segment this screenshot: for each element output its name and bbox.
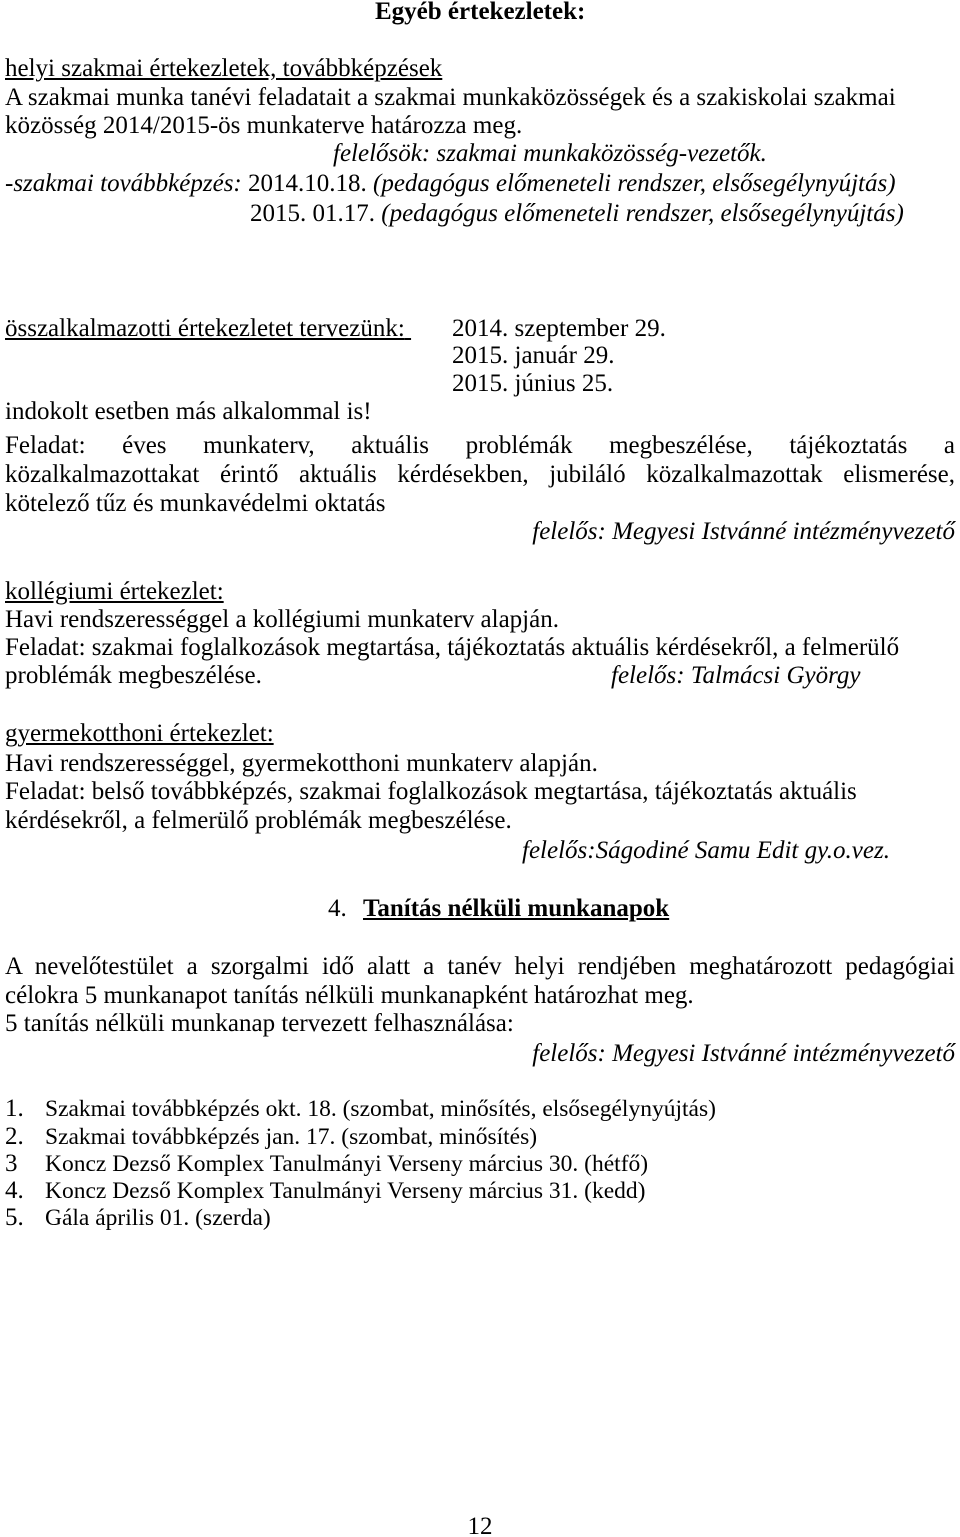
childrens-home-meeting-text-line: kérdésekről, a felmerülő problémák megbeszélése. [5,807,512,834]
training-note: (pedagógus előmeneteli rendszer, elsősegélynyújtás) [381,200,904,227]
childrens-home-meeting-title: gyermekotthoni értekezlet: [5,720,274,747]
page-number: 12 [467,1513,493,1537]
training-label: -szakmai továbbképzés: [5,170,242,197]
dormitory-meeting-text-line: problémák megbeszélése. [5,662,262,689]
dormitory-meeting-text-line: Feladat: szakmai foglalkozások megtartása, tájékoztatás aktuális kérdésekről, a felmerülő [5,634,900,661]
staff-meetings-task-line: közalkalmazottakat érintő aktuális kérdésekben, jubiláló közalkalmazottak elismerése, [5,461,955,488]
staff-meetings-task-line: Feladat: éves munkaterv, aktuális problémák megbeszélése, tájékoztatás a [5,432,955,459]
childrens-home-meeting-text-line: Havi rendszerességgel, gyermekotthoni munkaterv alapján. [5,750,598,777]
staff-meetings-responsible: felelős: Megyesi Istvánné intézményvezető [532,518,955,545]
section-title: Tanítás nélküli munkanapok [363,895,670,922]
list-item-number: 3 [5,1150,18,1177]
list-item [5,1095,716,1123]
training-line [250,200,904,228]
childrens-home-meeting-responsible: felelős:Ságodiné Samu Edit gy.o.vez. [522,837,890,864]
list-item [5,1177,646,1205]
section-text-line: célokra 5 munkanapot tanítás nélküli munkanapként határozhat meg. [5,982,694,1009]
list-item [5,1204,271,1232]
list-item-text: Koncz Dezső Komplex Tanulmányi Verseny március 30. (hétfő) [45,1151,649,1177]
childrens-home-meeting-text-line: Feladat: belső továbbképzés, szakmai foglalkozások megtartása, tájékoztatás aktuális [5,778,857,805]
list-item-number: 5. [5,1204,24,1231]
dormitory-meeting-responsible: felelős: Talmácsi György [611,662,861,689]
staff-meetings-note: indokolt esetben más alkalommal is! [5,398,372,425]
list-item [5,1123,537,1151]
staff-meeting-date: 2015. január 29. [452,342,615,369]
dormitory-meeting-text-line: Havi rendszerességgel a kollégiumi munkaterv alapján. [5,606,559,633]
local-meetings-title: helyi szakmai értekezletek, továbbképzések [5,55,443,82]
list-item-text: Szakmai továbbképzés jan. 17. (szombat, minősítés) [45,1124,538,1150]
staff-meeting-date: 2014. szeptember 29. [452,315,666,342]
staff-meeting-date: 2015. június 25. [452,370,614,397]
training-line [5,170,896,198]
local-meetings-text-line: A szakmai munka tanévi feladatait a szakmai munkaközösségek és a szakiskolai szakmai [5,84,896,111]
staff-meetings-title: összalkalmazotti értekezletet tervezünk: [5,315,405,342]
staff-meetings-task-line: kötelező tűz és munkavédelmi oktatás [5,490,386,517]
training-date: 2014.10.18. [248,170,367,197]
training-date: 2015. 01.17. [250,200,375,227]
local-meetings-text-line: közösség 2014/2015-ös munkaterve határozza meg. [5,112,523,139]
section-text-line: 5 tanítás nélküli munkanap tervezett felhasználása: [5,1010,514,1037]
list-item-number: 1. [5,1095,24,1122]
list-item-text: Gála április 01. (szerda) [45,1205,271,1231]
list-item [5,1150,648,1178]
list-item-text: Szakmai továbbképzés okt. 18. (szombat, minősítés, elsősegélynyújtás) [45,1096,716,1122]
section-number: 4. [328,895,347,922]
section-text-line: A nevelőtestület a szorgalmi idő alatt a tanév helyi rendjében meghatározott pedagógiai [5,953,955,980]
section-responsible: felelős: Megyesi Istvánné intézményvezető [532,1040,955,1067]
page-heading: Egyéb értekezletek: [375,0,586,25]
list-item-text: Koncz Dezső Komplex Tanulmányi Verseny március 31. (kedd) [45,1178,646,1204]
dormitory-meeting-title: kollégiumi értekezlet: [5,578,224,605]
training-note: (pedagógus előmeneteli rendszer, elsősegélynyújtás) [373,170,896,197]
list-item-number: 2. [5,1123,24,1150]
local-meetings-responsible: felelősök: szakmai munkaközösség-vezetők. [333,140,767,167]
list-item-number: 4. [5,1177,24,1204]
